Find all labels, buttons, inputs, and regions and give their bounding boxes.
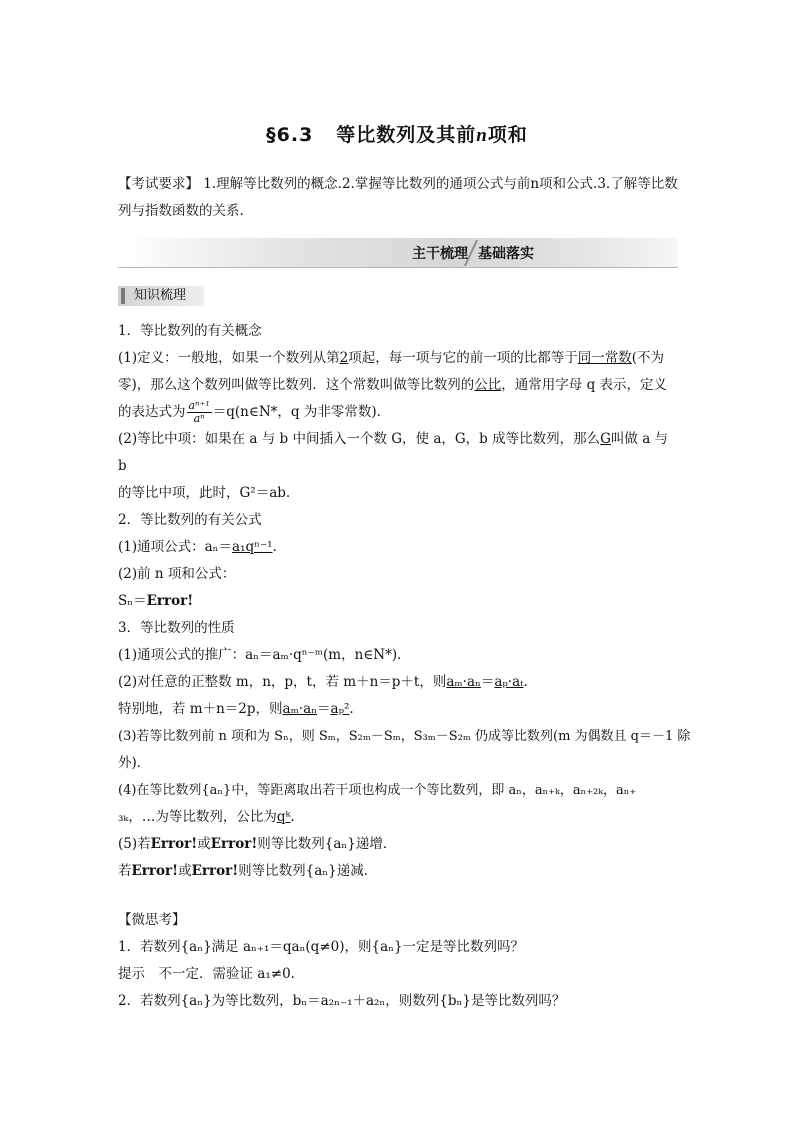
s2-heading: 2．等比数列的有关公式 bbox=[118, 512, 262, 528]
p4b-text-b: . bbox=[290, 809, 295, 825]
p6-text-a: 若 bbox=[118, 863, 132, 879]
tag-bar-decoration bbox=[121, 288, 125, 304]
p5-error-1: Error! bbox=[150, 836, 198, 852]
s3-p2 bbox=[118, 669, 678, 696]
fraction-denominator: aⁿ bbox=[193, 412, 205, 425]
def-underline-2: 2 bbox=[339, 350, 349, 366]
p6-error-2: Error! bbox=[191, 863, 239, 879]
gen-text-b: . bbox=[272, 539, 277, 555]
s1-geometric-mean-cont: 的等比中项，此时，G²＝ab. bbox=[118, 485, 291, 501]
page-title bbox=[0, 120, 794, 147]
title-text-post: 项和 bbox=[487, 124, 528, 146]
think-answer-1: 提示 不一定．需验证 a₁≠0. bbox=[118, 966, 295, 982]
section-banner bbox=[118, 238, 678, 268]
title-n: n bbox=[476, 125, 488, 146]
gen-text-a: (1)通项公式：aₙ＝ bbox=[118, 539, 233, 555]
requirements-tag: 【考试要求】 bbox=[118, 176, 199, 192]
def-text-e: ＝q(n∈N*，q 为非零常数)． bbox=[212, 404, 391, 420]
exam-requirements bbox=[118, 171, 680, 225]
p5-text-b: 或 bbox=[197, 836, 211, 852]
def-text-a: (1)定义：一般地，如果一个数列从第 bbox=[118, 350, 340, 366]
banner-label-right: 基础落实 bbox=[478, 246, 534, 262]
s1-heading: 1．等比数列的有关概念 bbox=[118, 323, 262, 339]
think-question-1: 1．若数列{aₙ}满足 aₙ₊₁＝qaₙ(q≠0)，则{aₙ}一定是等比数列吗？ bbox=[118, 939, 525, 955]
p6-error-1: Error! bbox=[131, 863, 179, 879]
p2b-text-c: . bbox=[349, 701, 354, 717]
banner-label-left: 主干梳理 bbox=[412, 246, 468, 262]
p4b-text-a: ₃ₖ，…为等比数列，公比为 bbox=[118, 809, 277, 825]
p2-text-a: (2)对任意的正整数 m，n，p，t，若 m＋n＝p＋t，则 bbox=[118, 674, 447, 690]
p2b-text-a: 特别地，若 m＋n＝2p，则 bbox=[118, 701, 283, 717]
s3-p4: (4)在等比数列{aₙ}中，等距离取出若干项也构成一个等比数列，即 aₙ，aₙ₊ₖ，aₙ₊₂ₖ，aₙ₊ bbox=[118, 783, 637, 798]
s3-p3-cont: 外)． bbox=[118, 755, 151, 771]
s1-geometric-mean bbox=[118, 426, 678, 480]
s3-heading: 3．等比数列的性质 bbox=[118, 620, 235, 636]
mean-underline-g: G bbox=[600, 431, 611, 447]
knowledge-tag bbox=[118, 286, 204, 306]
p5-error-2: Error! bbox=[210, 836, 258, 852]
title-text-pre: 等比数列及其前 bbox=[336, 124, 477, 146]
p5-text-c: 则等比数列{aₙ}递增． bbox=[257, 836, 397, 852]
s3-p6 bbox=[118, 858, 678, 885]
think-question-2: 2．若数列{aₙ}为等比数列，bₙ＝a₂ₙ₋₁＋a₂ₙ，则数列{bₙ}是等比数列吗？ bbox=[118, 993, 566, 1009]
def-underline-ratio: 公比 bbox=[474, 377, 502, 393]
s2-sum-formula bbox=[118, 588, 678, 615]
sum-text: Sₙ＝ bbox=[118, 593, 147, 609]
p2-underline-2: aₚ·aₜ bbox=[494, 674, 524, 690]
fraction-numerator: aⁿ⁺¹ bbox=[188, 399, 210, 412]
mean-text-b: 叫做 a 与 b bbox=[118, 431, 669, 474]
def-text-c: (不为零)，那么这个数列叫做等比数列．这个常数叫做等比数列的 bbox=[118, 350, 664, 393]
p2-text-b: ＝ bbox=[480, 674, 495, 690]
sum-error-placeholder: Error! bbox=[146, 593, 194, 609]
s3-p1: (1)通项公式的推广：aₙ＝aₘ·qⁿ⁻ᵐ(m，n∈N*)． bbox=[118, 647, 411, 663]
p6-text-c: 则等比数列{aₙ}递减． bbox=[238, 863, 378, 879]
requirements-text: 1.理解等比数列的概念.2.掌握等比数列的通项公式与前n项和公式.3.了解等比数列与指数函数的关系. bbox=[118, 176, 678, 219]
p2b-text-b: ＝ bbox=[317, 701, 331, 717]
p2b-underline-2: aₚ² bbox=[330, 701, 350, 717]
def-fraction bbox=[187, 400, 212, 425]
s3-p4-cont bbox=[118, 804, 678, 831]
def-text-b: 项起，每一项与它的前一项的比都等于 bbox=[348, 350, 578, 366]
main-content bbox=[118, 318, 691, 1015]
s2-sum-label: (2)前 n 项和公式： bbox=[118, 566, 236, 582]
section-number: §6.3 bbox=[266, 124, 314, 146]
p2-underline-1: aₘ·aₙ bbox=[446, 674, 481, 690]
knowledge-tag-label: 知识梳理 bbox=[134, 288, 187, 303]
p2b-underline-1: aₘ·aₙ bbox=[282, 701, 318, 717]
s3-p5 bbox=[118, 831, 678, 858]
p6-text-b: 或 bbox=[178, 863, 192, 879]
gen-underline-formula: a₁qⁿ⁻¹ bbox=[232, 539, 273, 555]
s1-definition bbox=[118, 345, 678, 426]
def-text-d: ，通常用字母 q 表示，定义的表达式为 bbox=[118, 377, 668, 420]
p2-text-c: . bbox=[523, 674, 528, 690]
s3-p3: (3)若等比数列前 n 项和为 Sₙ，则 Sₘ，S₂ₘ－Sₘ，S₃ₘ－S₂ₘ 仍成等比数列(m 为偶数且 q＝－1 除 bbox=[118, 729, 691, 744]
s3-p2-special bbox=[118, 696, 678, 723]
mean-text-a: (2)等比中项：如果在 a 与 b 中间插入一个数 G，使 a，G，b 成等比数列，那么 bbox=[118, 431, 601, 447]
p5-text-a: (5)若 bbox=[118, 836, 151, 852]
think-tag: 【微思考】 bbox=[118, 912, 186, 928]
def-underline-constant: 同一常数 bbox=[577, 350, 632, 366]
p4b-underline-ratio: qᵏ bbox=[276, 809, 291, 825]
s2-general-term bbox=[118, 534, 678, 561]
